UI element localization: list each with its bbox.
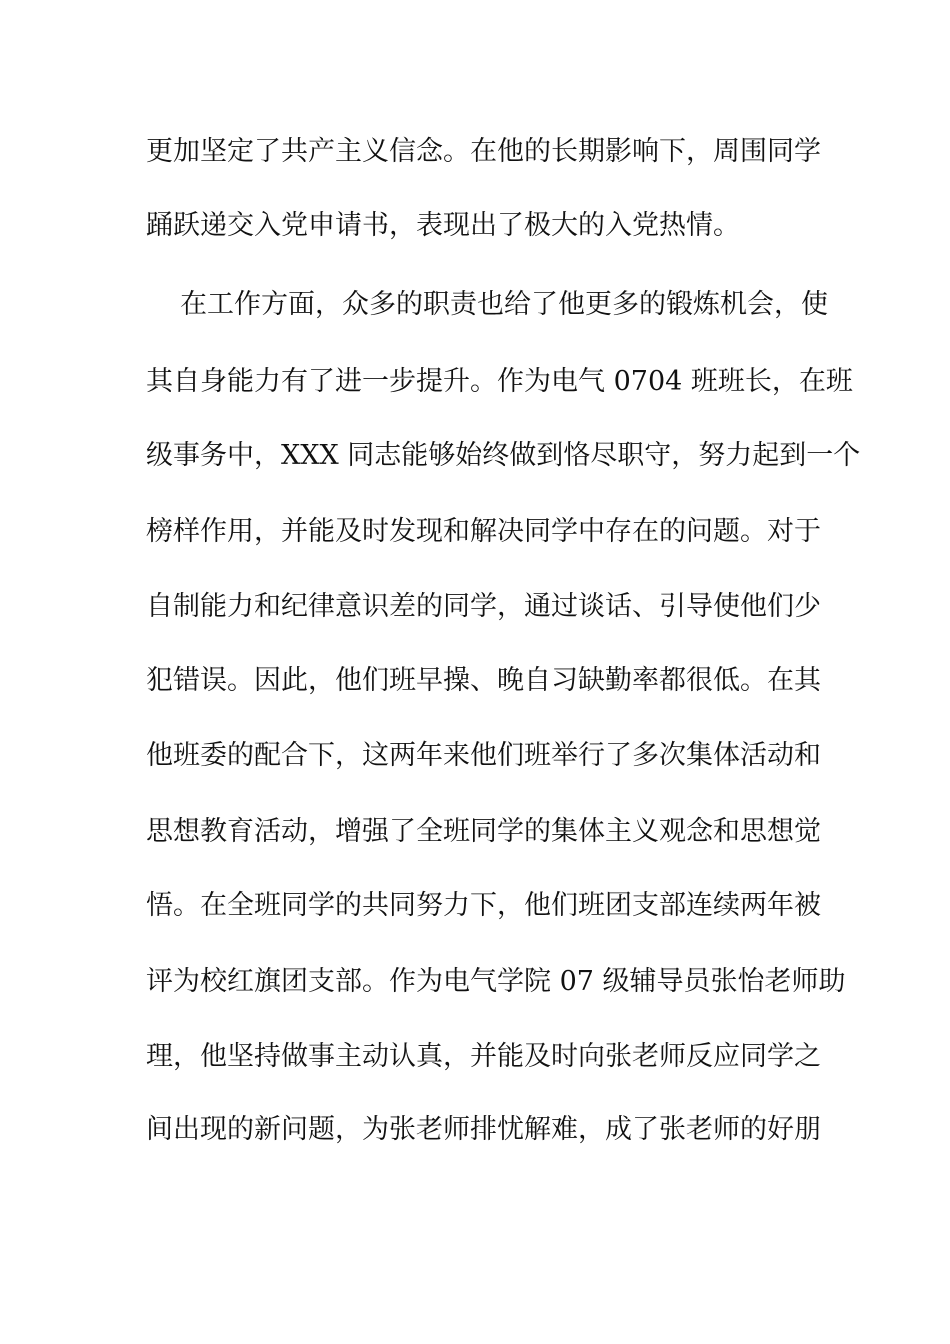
text-line-12: 评为校红旗团支部。作为电气学院 07 级辅导员张怡老师助 (146, 966, 846, 997)
text-line-6: 榜样作用，并能及时发现和解决同学中存在的问题。对于 (146, 516, 821, 547)
text-line-7: 自制能力和纪律意识差的同学，通过谈话、引导使他们少 (146, 591, 821, 622)
text-line-1: 更加坚定了共产主义信念。在他的长期影响下，周围同学 (146, 136, 821, 167)
text-line-5: 级事务中，XXX 同志能够始终做到恪尽职守，努力起到一个 (146, 440, 861, 471)
text-line-2: 踊跃递交入党申请书，表现出了极大的入党热情。 (146, 210, 740, 241)
text-line-9: 他班委的配合下，这两年来他们班举行了多次集体活动和 (146, 740, 821, 771)
text-line-13: 理，他坚持做事主动认真，并能及时向张老师反应同学之 (146, 1041, 821, 1072)
text-line-11: 悟。在全班同学的共同努力下，他们班团支部连续两年被 (146, 890, 821, 921)
text-line-10: 思想教育活动，增强了全班同学的集体主义观念和思想觉 (146, 816, 821, 847)
text-line-3: 在工作方面，众多的职责也给了他更多的锻炼机会，使 (180, 289, 828, 320)
text-line-4: 其自身能力有了进一步提升。作为电气 0704 班班长，在班 (146, 366, 853, 397)
text-line-14: 间出现的新问题，为张老师排忧解难，成了张老师的好朋 (146, 1114, 821, 1145)
text-line-8: 犯错误。因此，他们班早操、晚自习缺勤率都很低。在其 (146, 665, 821, 696)
